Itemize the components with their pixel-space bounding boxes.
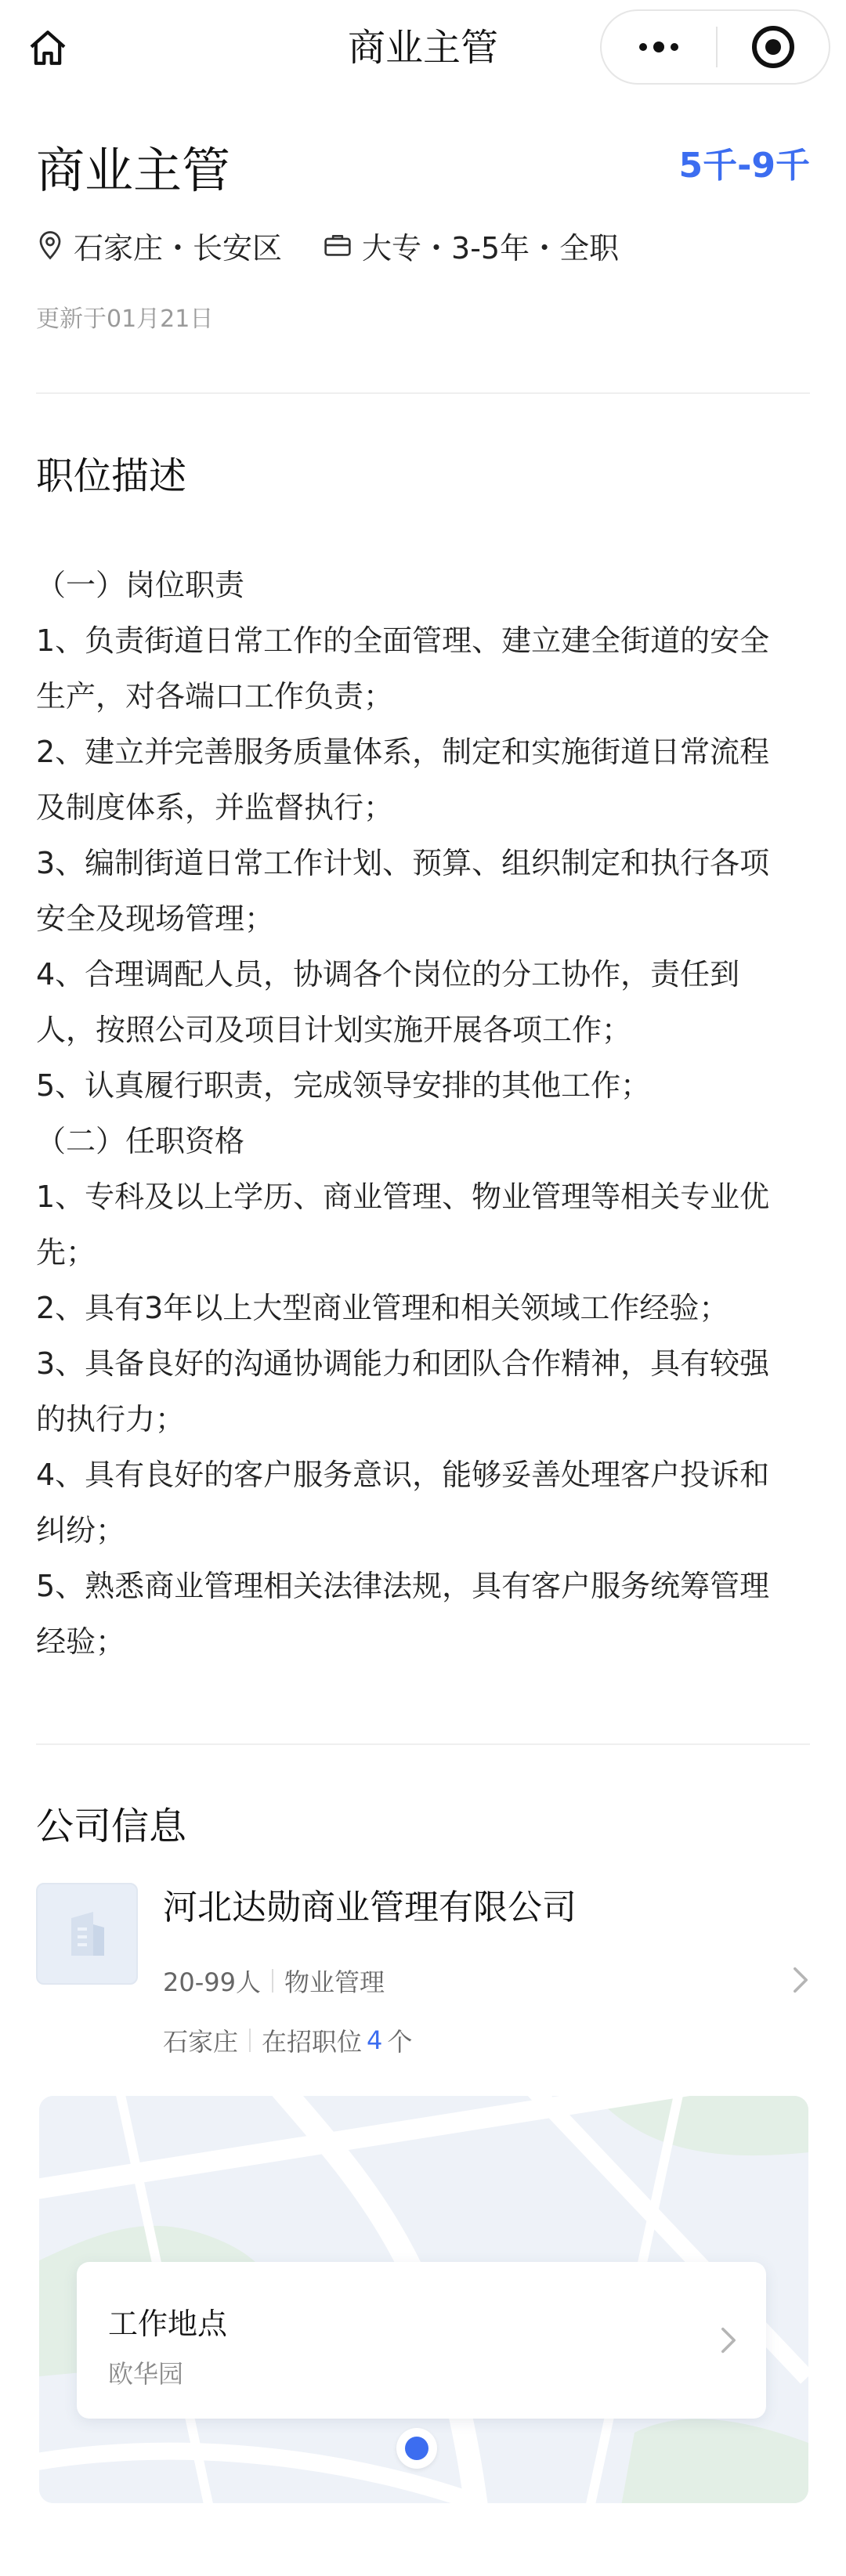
job-requirements <box>323 224 619 267</box>
divider <box>36 392 810 394</box>
job-requirements-text: 大专・3-5年・全职 <box>362 230 620 266</box>
company-heading: 公司信息 <box>36 1805 187 1848</box>
company-city: 石家庄 <box>163 2027 239 2057</box>
chevron-right-icon <box>785 1964 816 1996</box>
miniprogram-capsule <box>600 9 830 85</box>
map-marker-icon <box>396 2428 437 2469</box>
close-button[interactable] <box>718 11 829 83</box>
company-name: 河北达勋商业管理有限公司 <box>163 1888 577 1927</box>
openings-count: 4 <box>367 2025 383 2055</box>
location-map[interactable] <box>39 2096 808 2503</box>
company-openings-row <box>163 2022 412 2058</box>
description-line: （一）岗位职责 <box>36 568 245 602</box>
job-meta <box>36 224 619 266</box>
description-line: 2、建立并完善服务质量体系，制定和实施街道日常流程 <box>36 735 770 769</box>
company-logo <box>36 1883 138 1985</box>
job-title: 商业主管 <box>36 142 231 199</box>
divider <box>36 1743 810 1745</box>
work-location-title: 工作地点 <box>108 2307 228 2341</box>
work-location-card[interactable] <box>77 2262 766 2419</box>
openings-prefix: 在招职位 <box>262 2027 363 2057</box>
description-line: 3、具备良好的沟通协调能力和团队合作精神，具有较强 <box>36 1346 770 1381</box>
description-line: 5、熟悉商业管理相关法律法规，具有客户服务统筹管理 <box>36 1569 770 1603</box>
openings-suffix: 个 <box>387 2027 413 2057</box>
job-location-text: 石家庄・长安区 <box>74 230 283 266</box>
description-line: 3、编制街道日常工作计划、预算、组织制定和执行各项 <box>36 846 770 880</box>
description-line: 先； <box>36 1235 96 1270</box>
more-dots-icon <box>639 42 678 52</box>
description-line: 5、认真履行职责，完成领导安排的其他工作； <box>36 1068 651 1103</box>
home-button[interactable] <box>20 20 75 75</box>
salary-range: 5千-9千 <box>678 146 810 186</box>
chevron-right-icon <box>713 2325 744 2356</box>
description-line: 的执行力； <box>36 1402 186 1436</box>
separator <box>272 1969 273 1993</box>
work-location-place: 欧华园 <box>108 2359 184 2389</box>
building-icon <box>62 1906 112 1962</box>
description-line: （二）任职资格 <box>36 1124 245 1158</box>
description-line: 1、专科及以上学历、商业管理、物业管理等相关专业优 <box>36 1180 770 1214</box>
separator <box>249 2029 251 2052</box>
home-icon <box>26 26 70 70</box>
company-size: 20-99人 <box>163 1967 261 1997</box>
more-button[interactable] <box>602 11 716 83</box>
description-line: 4、具有良好的客户服务意识，能够妥善处理客户投诉和 <box>36 1458 770 1492</box>
updated-date: 更新于01月21日 <box>36 305 214 333</box>
job-location <box>36 224 282 267</box>
company-scale-row <box>163 1963 385 1999</box>
description-line: 2、具有3年以上大型商业管理和相关领域工作经验； <box>36 1291 729 1325</box>
top-navbar <box>0 0 846 97</box>
description-line: 安全及现场管理； <box>36 901 275 936</box>
location-pin-icon <box>36 229 64 261</box>
description-line: 生产，对各端口工作负责； <box>36 679 394 714</box>
description-line: 纠纷； <box>36 1513 126 1548</box>
description-heading: 职位描述 <box>36 454 187 498</box>
description-line: 4、合理调配人员，协调各个岗位的分工协作，责任到 <box>36 957 740 992</box>
description-line: 1、负责街道日常工作的全面管理、建立建全街道的安全 <box>36 623 770 658</box>
close-target-icon <box>752 26 794 68</box>
description-line: 人，按照公司及项目计划实施开展各项工作； <box>36 1013 632 1047</box>
navbar-title: 商业主管 <box>347 26 498 70</box>
briefcase-icon <box>323 231 352 259</box>
description-body <box>36 558 812 1670</box>
description-line: 及制度体系，并监督执行； <box>36 790 394 825</box>
description-line: 经验； <box>36 1624 126 1659</box>
company-industry: 物业管理 <box>284 1967 385 1997</box>
